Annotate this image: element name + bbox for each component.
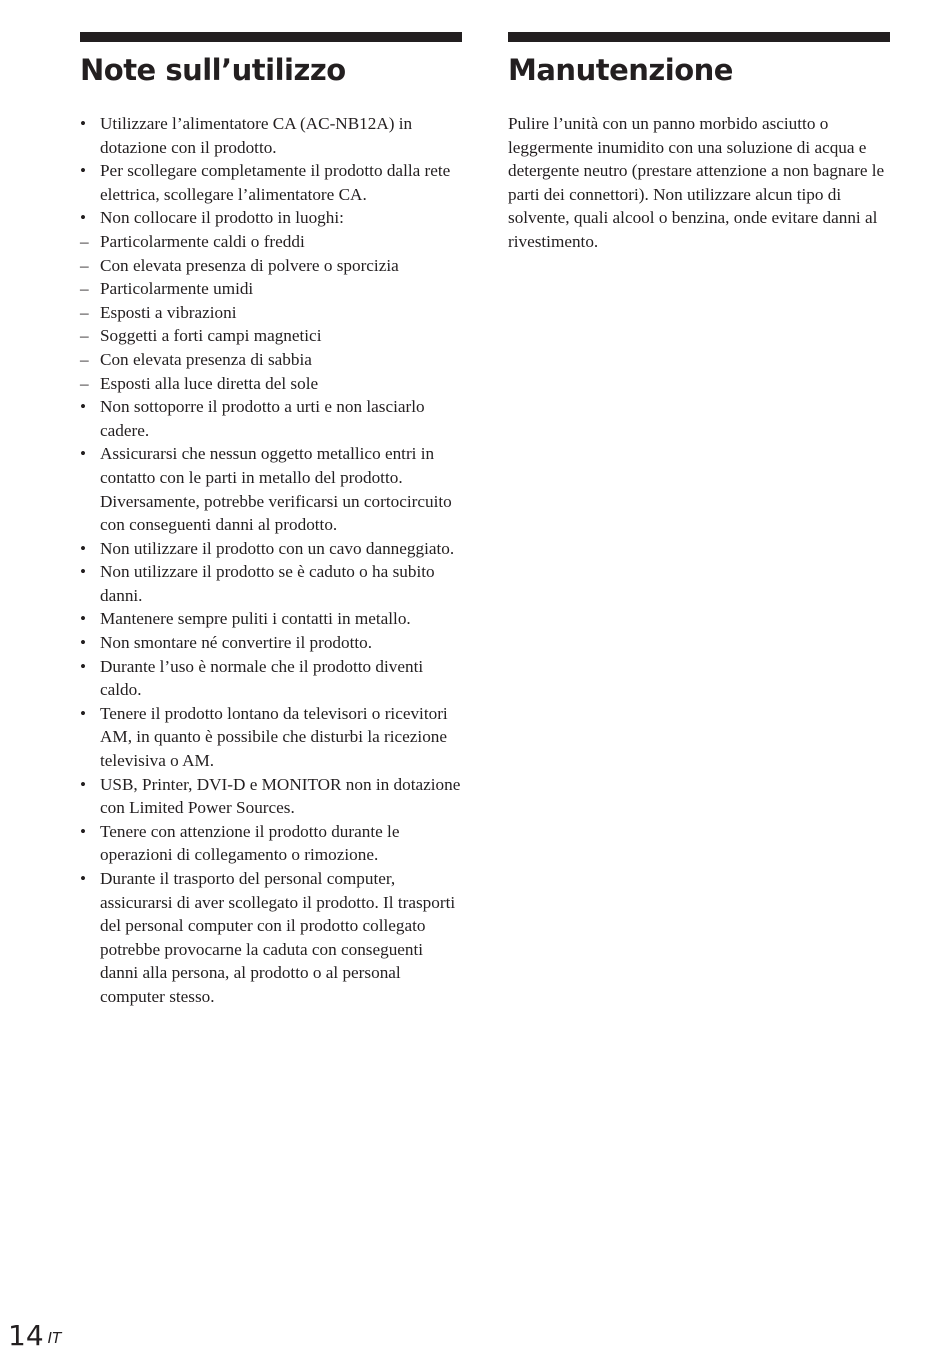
list-item-text: Durante il trasporto del personal computer, assicurarsi di aver scollegato il prodotto. Il trasporti del personal computer con il prodotto collegato potrebbe provocarne la caduta con conseguenti danni alla persona, al prodotto o al personal computer stesso. xyxy=(100,869,456,1006)
sub-list-item: – Particolarmente umidi xyxy=(80,277,462,301)
usage-notes-list xyxy=(80,112,462,1009)
list-item-text: Per scollegare completamente il prodotto dalla rete elettrica, scollegare l’alimentatore CA. xyxy=(100,161,451,204)
list-item-text: Non collocare il prodotto in luoghi: xyxy=(100,208,344,228)
list-item-text: Assicurarsi che nessun oggetto metallico entri in contatto con le parti in metallo del prodotto. Diversamente, potrebbe verificarsi un cortocircuito con conseguenti danni al prodotto. xyxy=(100,444,452,535)
list-item xyxy=(80,206,462,395)
section-usage-notes xyxy=(80,32,462,1009)
sub-list-item: – Con elevata presenza di sabbia xyxy=(80,348,462,372)
list-item-text: Tenere con attenzione il prodotto durante le operazioni di collegamento o rimozione. xyxy=(100,821,400,865)
list-item-text: Utilizzare l’alimentatore CA (AC-NB12A) in dotazione con il prodotto. xyxy=(100,114,413,157)
list-item-text: USB, Printer, DVI-D e MONITOR non in dotazione con Limited Power Sources. xyxy=(100,774,461,818)
list-item xyxy=(80,560,462,607)
list-item xyxy=(80,820,462,867)
page-footer xyxy=(8,1316,61,1356)
section-rule xyxy=(80,32,462,42)
list-item-text: Non utilizzare il prodotto con un cavo danneggiato. xyxy=(100,538,455,558)
list-item xyxy=(80,442,462,536)
sub-list xyxy=(80,230,462,395)
page-number: 14 xyxy=(8,1319,44,1352)
list-item xyxy=(80,631,462,655)
section-maintenance xyxy=(508,32,890,254)
list-item-text: Non sottoporre il prodotto a urti e non lasciarlo cadere. xyxy=(100,397,425,440)
list-item xyxy=(80,773,462,820)
sub-list-item: – Con elevata presenza di polvere o sporcizia xyxy=(80,254,462,278)
list-item xyxy=(80,537,462,561)
sub-list-item: – Esposti a vibrazioni xyxy=(80,301,462,325)
sub-list-item: – Soggetti a forti campi magnetici xyxy=(80,324,462,348)
list-item-text: Non utilizzare il prodotto se è caduto o ha subito danni. xyxy=(100,562,435,605)
list-item xyxy=(80,655,462,702)
list-item xyxy=(80,607,462,631)
section-title: Manutenzione xyxy=(508,53,733,87)
list-item-text: Mantenere sempre puliti i contatti in metallo. xyxy=(100,609,411,629)
sub-list-item: – Particolarmente caldi o freddi xyxy=(80,230,462,254)
list-item xyxy=(80,395,462,442)
section-rule xyxy=(508,32,890,42)
list-item xyxy=(80,702,462,773)
maintenance-paragraph: Pulire l’unità con un panno morbido asciutto o leggermente inumidito con una soluzione di acqua e detergente neutro (prestare attenzione a non bagnare le parti dei connettori). Non utilizzare alcun tipo di solvente, quali alcool o benzina, onde evitare danni al rivestimento. xyxy=(508,114,885,251)
list-item-text: Tenere il prodotto lontano da televisori o ricevitori AM, in quanto è possibile che disturbi la ricezione televisiva o AM. xyxy=(100,703,448,771)
list-item xyxy=(80,867,462,1009)
list-item-text: Durante l’uso è normale che il prodotto diventi caldo. xyxy=(100,656,424,700)
list-item-text: Non smontare né convertire il prodotto. xyxy=(100,633,373,653)
sub-list-item: – Esposti alla luce diretta del sole xyxy=(80,372,462,396)
list-item xyxy=(80,112,462,159)
language-code: IT xyxy=(47,1329,62,1347)
list-item xyxy=(80,159,462,206)
section-title: Note sull’utilizzo xyxy=(80,53,346,87)
